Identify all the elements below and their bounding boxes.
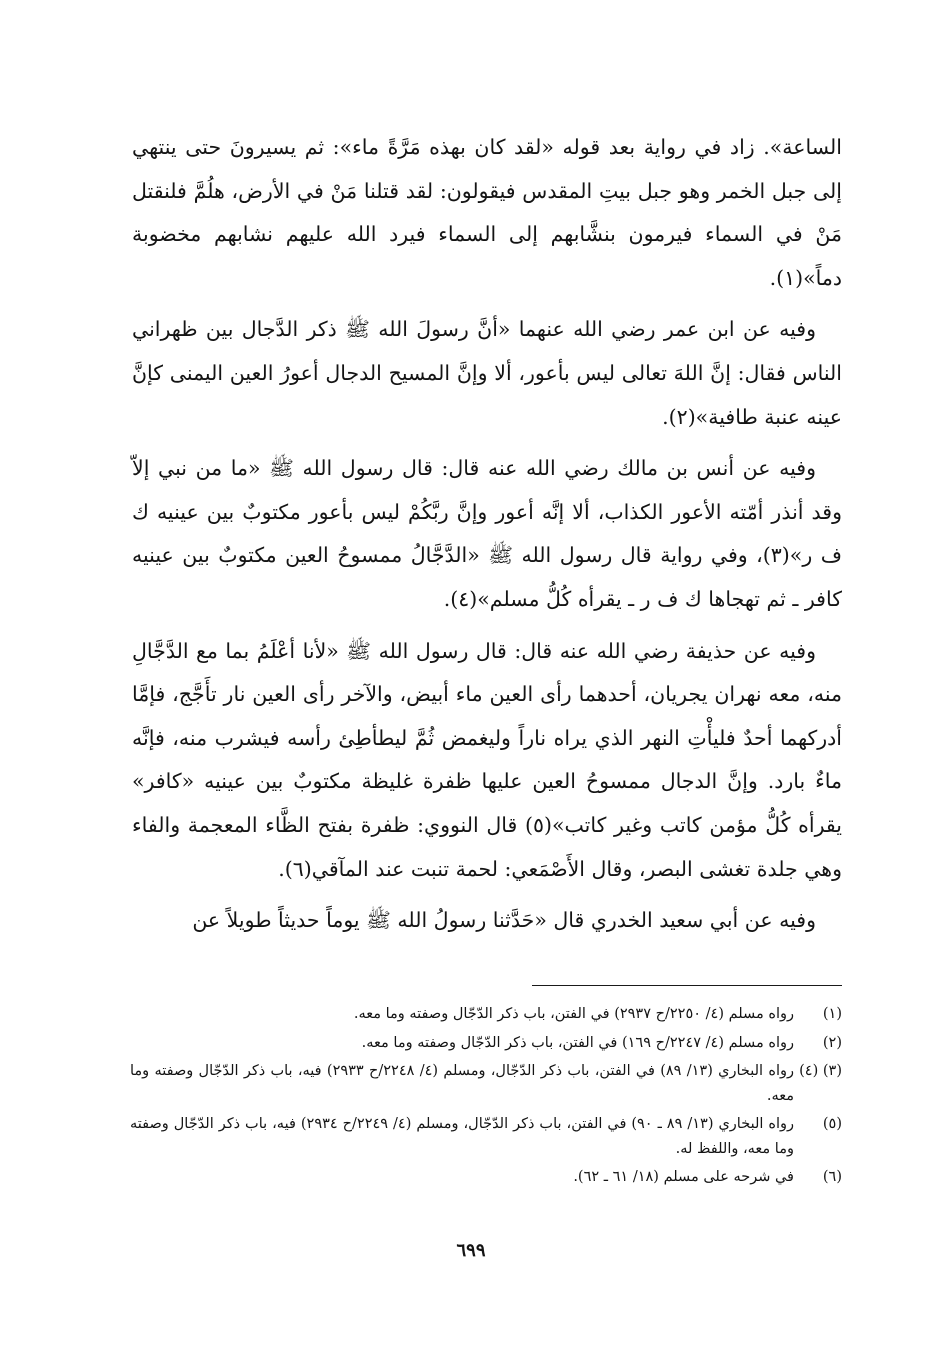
footnote-3-4 [130, 1059, 842, 1108]
paragraph-5: وفيه عن أبي سعيد الخدري قال «حَدَّثنا رسولُ الله ﷺ يوماً حديثاً طويلاً عن [192, 908, 816, 933]
footnote-text: في شرحه على مسلم (١٨/ ٦١ ـ ٦٢). [573, 1169, 794, 1185]
footnote-text: رواه البخاري (١٣/ ٨٩) في الفتن، باب ذكر الدّجّال، ومسلم (٤/ ٢٢٤٨/ح ٢٩٣٣) فيه، باب ذكر الدّجّال وصفته وما معه. [130, 1063, 794, 1104]
paragraph-4: وفيه عن حذيفة رضي الله عنه قال: قال رسول الله ﷺ «لأنا أعْلَمُ بما مع الدَّجَّالِ منه، معه نهران يجريان، أحدهما رأى العين ماء أبيض، والآخر رأى العين نار تأَجَّج، فإمَّا أدركهما أحدٌ فليأْتِ النهر الذي يراه ناراً وليغمض ثُمَّ ليطأطِئ رأسه فيشرب منه، فإنَّه ماءٌ بارد. وإنَّ الدجال ممسوحُ العين عليها ظفرة غليظة مكتوبٌ بين عينيه «كافر» يقرأه كُلُّ مؤمن كاتب وغير كاتب»(٥) قال النووي: ظفرة بفتح الظَّاء المعجمة والفاء وهي جلدة تغشى البصر، وقال الأَصْمَعي: لحمة تنبت عند المآقي(٦). [132, 638, 842, 881]
paragraph-1: الساعة». زاد في رواية بعد قوله «لقد كان بهذه مَرَّةً ماء»: ثم يسيرونَ حتى ينتهي إلى جبل الخمر وهو جبل بيتِ المقدس فيقولون: لقد قتلنا مَنْ في الأرض، هلُمَّ فلنقتل مَنْ في السماء فيرمون بنشَّابهم إلى السماء فيرد الله عليهم نشابهم مخضوبة دماً»(١). [132, 135, 842, 290]
footnote-number: (٢) [822, 1034, 842, 1051]
footnote-text: رواه البخاري (١٣/ ٨٩ ـ ٩٠) في الفتن، باب ذكر الدّجّال، ومسلم (٤/ ٢٢٤٩/ح ٢٩٣٤) فيه، باب ذكر الدّجّال وصفته وما معه، واللفظ له. [130, 1116, 794, 1157]
page-number: ٦٩٩ [456, 1240, 486, 1261]
footnote-number: (٦) [822, 1169, 842, 1185]
footnote-1 [130, 1002, 842, 1027]
paragraph-2: وفيه عن ابن عمر رضي الله عنهما «أنَّ رسولَ الله ﷺ ذكر الدَّجال بين ظهراني الناس فقال: إنَّ اللهَ تعالى ليس بأعور، ألا وإنَّ المسيح الدجال أعورُ العين اليمنى كإنَّ عينه عنبة طافية»(٢). [132, 317, 842, 429]
footnote-text: رواه مسلم (٤/ ٢٢٤٧/ح ١٦٩) في الفتن، باب ذكر الدّجّال وصفته وما معه. [361, 1034, 794, 1051]
footnote-2 [130, 1031, 842, 1056]
footnote-text: رواه مسلم (٤/ ٢٢٥٠/ح ٢٩٣٧) في الفتن، باب ذكر الدّجّال وصفته وما معه. [353, 1006, 794, 1022]
footnote-5 [130, 1112, 842, 1161]
footnote-number: (٣) (٤) [799, 1063, 842, 1079]
main-text [132, 126, 842, 943]
paragraph-3: وفيه عن أنس بن مالك رضي الله عنه قال: قال رسول الله ﷺ «ما من نبي إلاّ وقد أنذر أمّته الأعور الكذاب، ألا إنَّه أعور وإنَّ ربَّكُمْ ليس بأعور مكتوبٌ بين عينيه ك ف ر»(٣)، وفي رواية قال رسول الله ﷺ «الدَّجَّالُ ممسوحُ العين مكتوبٌ بين عينيه كافر ـ ثم تهجاها ك ف ر ـ يقرأه كُلُّ مسلم»(٤). [132, 456, 842, 611]
footnote-number: (١) [822, 1006, 842, 1022]
footnote-number: (٥) [822, 1116, 842, 1132]
footnote-6 [130, 1165, 842, 1190]
footnotes [130, 1002, 842, 1194]
footnote-separator [532, 985, 842, 986]
